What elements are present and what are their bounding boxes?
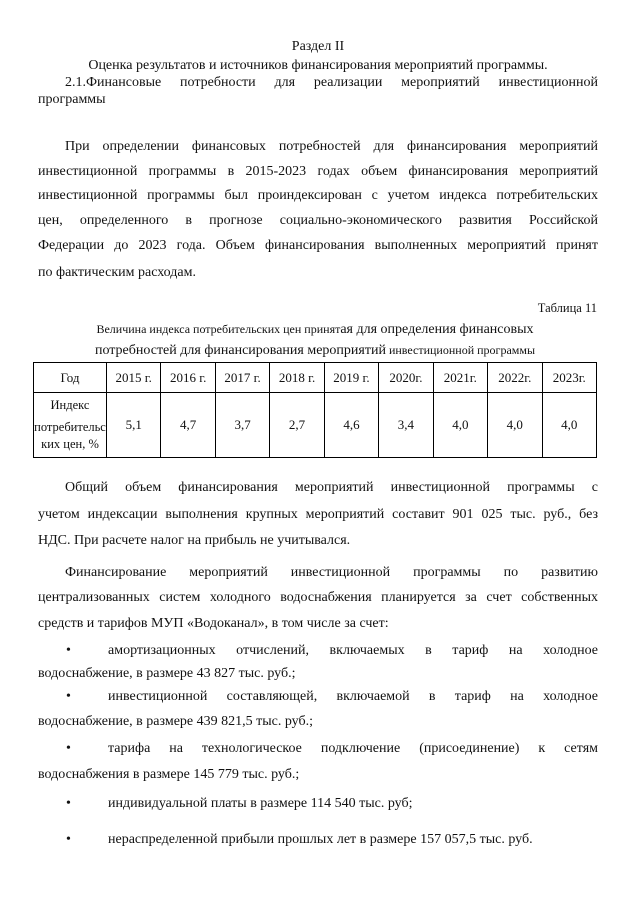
header-cell-year: 2023г.	[542, 363, 597, 393]
value-cell: 4,0	[433, 393, 487, 458]
table-caption-part: ая для определения финансовых	[340, 322, 534, 337]
value-cell: 4,7	[161, 393, 215, 458]
paragraph1-line: инвестиционной программы в 2015-2023 годах объем финансирования мероприятий	[38, 164, 598, 179]
paragraph1-line: по фактическим расходам.	[38, 265, 196, 280]
paragraph2-line: учетом индексации выполнения крупных мероприятий составит 901 025 тыс. руб., без	[38, 507, 598, 522]
bullet-line: нераспределенной прибыли прошлых лет в размере 157 057,5 тыс. руб.	[108, 832, 533, 847]
paragraph2-line: НДС. При расчете налог на прибыль не учитывался.	[38, 533, 351, 548]
bullet-marker: •	[66, 689, 71, 704]
value-cell: 3,4	[379, 393, 433, 458]
bullet-line: амортизационных отчислений, включаемых в тариф на холодное	[108, 643, 598, 658]
bullet-marker: •	[66, 741, 71, 756]
table-caption-line	[33, 341, 597, 360]
header-cell-year: 2022г.	[488, 363, 542, 393]
value-cell: 4,0	[488, 393, 542, 458]
bullet-line: водоснабжение, в размере 43 827 тыс. руб.;	[38, 666, 296, 681]
header-cell-year: 2015 г.	[107, 363, 161, 393]
header-cell-year: 2020г.	[379, 363, 433, 393]
value-cell: 5,1	[107, 393, 161, 458]
paragraph1-line: Федерации до 2023 года. Объем финансирования выполненных мероприятий принят	[38, 238, 598, 253]
section-title: Раздел II	[291, 39, 345, 54]
row-label-cell	[34, 393, 107, 458]
subsection-heading-line: 2.1.Финансовые потребности для реализации мероприятий инвестиционной	[65, 75, 598, 90]
table-caption-part: Величина индекса потребительских цен принят	[96, 322, 341, 336]
header-cell-year: 2018 г.	[270, 363, 324, 393]
paragraph1-line: цен, определенного в прогнозе социально-экономического развития Российской	[38, 213, 598, 228]
value-cell: 2,7	[270, 393, 324, 458]
header-cell-year: 2019 г.	[324, 363, 378, 393]
paragraph3-line: Финансирование мероприятий инвестиционной программы по развитию	[65, 565, 598, 580]
subsection-heading-line: программы	[38, 92, 106, 107]
bullet-line: индивидуальной платы в размере 114 540 тыс. руб;	[108, 796, 413, 811]
bullet-line: инвестиционной составляющей, включаемой в тариф на холодное	[108, 689, 598, 704]
paragraph3-line: централизованных систем холодного водоснабжения планируется за счет собственных	[38, 590, 598, 605]
paragraph1-line: инвестиционной программы был проиндексирован с учетом индекса потребительских	[38, 188, 598, 203]
header-cell-year: 2021г.	[433, 363, 487, 393]
bullet-marker: •	[66, 832, 71, 847]
header-cell-year-label: Год	[34, 363, 107, 393]
paragraph3-line: средств и тарифов МУП «Водоканал», в том числе за счет:	[38, 616, 389, 631]
header-cell-year: 2017 г.	[215, 363, 269, 393]
bullet-marker: •	[66, 643, 71, 658]
header-cell-year: 2016 г.	[161, 363, 215, 393]
row-label-line: потребительс	[34, 420, 106, 434]
paragraph1-line: При определении финансовых потребностей для финансирования мероприятий	[65, 139, 598, 154]
row-label-line: Индекс	[50, 398, 90, 412]
bullet-marker: •	[66, 796, 71, 811]
table-header-row	[34, 363, 597, 393]
table-caption-part: потребностей для финансирования мероприятий	[94, 343, 386, 358]
table-caption-part: инвестиционной программы	[385, 343, 536, 357]
table-number-label: Таблица 11	[537, 301, 597, 315]
table-caption-line	[33, 320, 597, 339]
paragraph2-line: Общий объем финансирования мероприятий инвестиционной программы с	[65, 480, 598, 495]
bullet-line: водоснабжение, в размере 439 821,5 тыс. руб.;	[38, 714, 314, 729]
section-subtitle: Оценка результатов и источников финансирования мероприятий программы.	[88, 58, 548, 73]
cpi-table	[33, 362, 597, 458]
row-label-line: ких цен, %	[41, 437, 99, 451]
table-data-row	[34, 393, 597, 458]
value-cell: 3,7	[215, 393, 269, 458]
bullet-line: водоснабжения в размере 145 779 тыс. руб.;	[38, 767, 300, 782]
value-cell: 4,6	[324, 393, 378, 458]
bullet-line: тарифа на технологическое подключение (присоединение) к сетям	[108, 741, 598, 756]
value-cell: 4,0	[542, 393, 597, 458]
